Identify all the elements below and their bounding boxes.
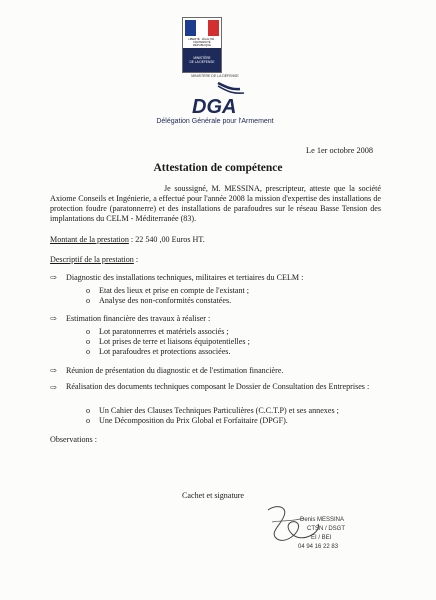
montant-value: : 22 540 ,00 Euros HT. [128,235,205,244]
list-item [50,365,283,375]
sub-list-item [86,286,249,295]
circle-bullet-icon: o [86,286,91,295]
circle-bullet-icon: o [86,416,91,425]
sub-list-item-text: Une Décomposition du Prix Global et Forfaitaire (DPGF). [99,416,288,425]
sub-list-item-text: Analyse des non-conformités constatées. [99,296,232,305]
descriptif-heading [50,255,138,264]
list-item-text: Diagnostic des installations techniques, militaires et tertiaires du CELM : [66,273,304,282]
list-item-text: Réunion de présentation du diagnostic et de l'estimation financière. [66,366,284,375]
dga-letters: DGA [192,96,237,116]
cachet-label: Cachet et signature [182,491,245,500]
sub-list-item [86,406,339,415]
arrow-right-icon: ⇨ [50,273,57,282]
stamp-unit-1: CTSN / DSGT [307,526,346,532]
ministere-banner [183,48,221,72]
ministere-logo [182,17,222,73]
document-date: Le 1er octobre 2008 [306,146,374,155]
sub-list-item-text: Un Cahier des Clauses Techniques Particulières (C.C.T.P) et ses annexes ; [99,406,339,415]
montant-line [50,235,205,244]
arrow-right-icon: ⇨ [50,383,57,392]
stamp-phone: 04 94 16 22 83 [298,544,339,550]
sub-list-item [86,337,250,346]
stamp-name: Denis MESSINA [300,517,345,523]
descriptif-suffix: : [133,255,139,264]
circle-bullet-icon: o [86,327,91,336]
sub-list-item [86,296,231,305]
list-item [50,272,303,282]
tricolor-flag-icon [185,20,219,36]
sub-list-item-text: Lot prises de terre et liaisons équipotentielles ; [99,337,250,346]
circle-bullet-icon: o [86,337,91,346]
observations-label: Observations : [50,435,97,444]
ministere-caption: MINISTÈRE DE LA DÉFENSE [191,74,239,78]
intro-paragraph: Je soussigné, M. MESSINA, prescripteur, atteste que la société Axiome Conseils et Ingénierie, a effectué pour l'année 2008 la mission d'expertise des installations de protection foudre (paratonnerre) et des installations de parafoudres sur le réseau Basse Tension des implantations du CELM - Méditerranée (83). [50,184,381,223]
document-title: Attestation de compétence [153,162,283,174]
arrow-right-icon: ⇨ [50,314,57,323]
ministere-line-2: DE LA DÉFENSE [189,60,215,64]
circle-bullet-icon: o [86,406,91,415]
sub-list-item-text: Etat des lieux et prise en compte de l'existant ; [99,286,250,295]
sub-list-item [86,327,229,336]
dga-logo [188,82,248,116]
sub-list-item [86,347,230,356]
list-item-text: Estimation financière des travaux à réaliser : [66,314,211,323]
sub-list-item [86,416,288,425]
circle-bullet-icon: o [86,296,91,305]
stamp-unit-2: EI / BEI [311,535,332,541]
dga-subtitle: Délégation Générale pour l'Armement [156,118,274,125]
descriptif-label: Descriptif de la prestation [50,255,134,264]
ministere-line-1: MINISTÈRE [193,56,211,60]
list-item [50,313,210,323]
list-item-text: Réalisation des documents techniques composant le Dossier de Consultation des Entreprises : [66,382,370,391]
arrow-right-icon: ⇨ [50,366,57,375]
sub-list-item-text: Lot paratonnerres et matériels associés ; [99,327,229,336]
republique-text: LIBERTÉ · ÉGALITÉ · FRATERNITÉ RÉPUBLIQUE [188,37,216,48]
sub-list-item-text: Lot parafoudres et protections associées. [99,347,231,356]
montant-label: Montant de la prestation [50,235,129,244]
circle-bullet-icon: o [86,347,91,356]
